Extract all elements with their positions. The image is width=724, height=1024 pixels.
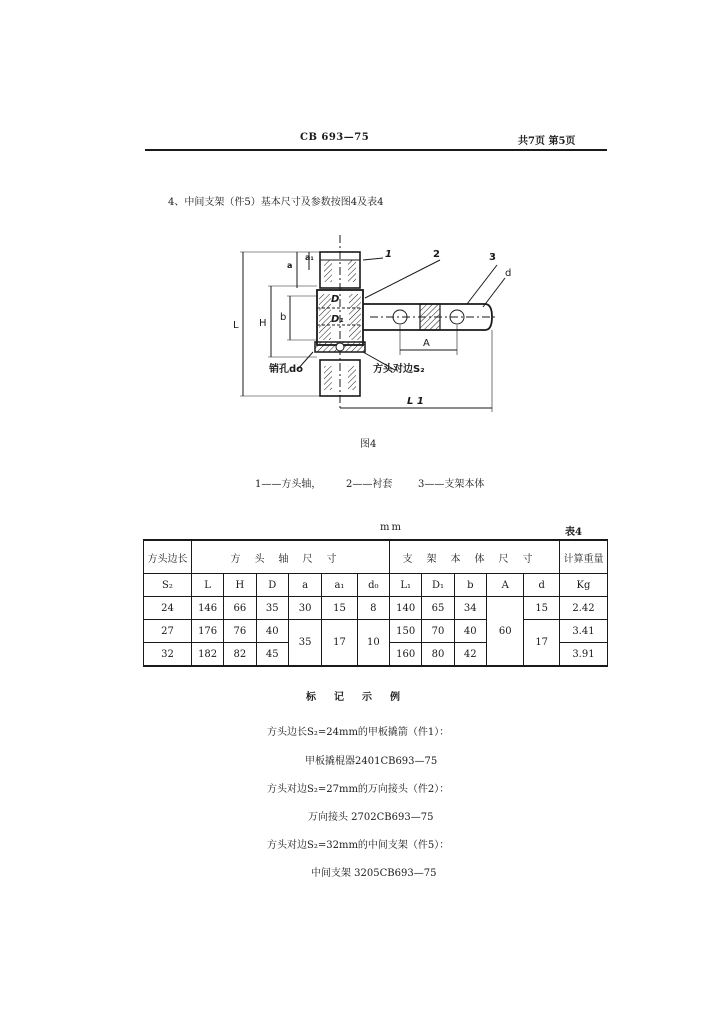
cell: 40: [454, 620, 486, 643]
col-D: D: [256, 574, 288, 597]
section-heading: 4、中间支架（件5）基本尺寸及参数按图4及表4: [168, 197, 384, 208]
cell-a-merged: 35: [288, 620, 321, 667]
cell: 2.42: [559, 597, 607, 620]
cell: 176: [191, 620, 223, 643]
label-L1: L 1: [407, 396, 424, 407]
cell-d0-merged: 10: [357, 620, 389, 667]
col-d: d: [524, 574, 559, 597]
label-L: L: [233, 320, 239, 331]
cell: 182: [191, 643, 223, 667]
technical-drawing: [235, 230, 535, 425]
cell: 3.41: [559, 620, 607, 643]
cell: 8: [357, 597, 389, 620]
col-D1: D₁: [422, 574, 454, 597]
cell-A-merged: 60: [486, 597, 524, 667]
cell: 15: [322, 597, 357, 620]
group-square-side: 方头边长: [144, 540, 192, 574]
label-D: D: [331, 294, 340, 305]
label-a: a: [287, 261, 293, 270]
col-a: a: [288, 574, 321, 597]
col-d0: d₀: [357, 574, 389, 597]
cell: 82: [224, 643, 256, 667]
label-pin-hole: 销孔do: [269, 364, 304, 375]
standard-number: CB 693—75: [300, 132, 370, 143]
part-number-1: 1: [385, 249, 392, 260]
col-H: H: [224, 574, 256, 597]
cell: 146: [191, 597, 223, 620]
cell: 30: [288, 597, 321, 620]
pin-hole: [336, 343, 344, 351]
cell: 160: [390, 643, 422, 667]
label-d: d: [505, 268, 512, 279]
cell: 34: [454, 597, 486, 620]
marking-example-2-code: 万向接头 2702CB693—75: [308, 812, 434, 823]
marking-title: 标记示例: [306, 692, 418, 703]
cell: 66: [224, 597, 256, 620]
table-column-header-row: [144, 574, 608, 597]
part-number-2: 2: [433, 249, 440, 260]
group-body: 支架本体尺寸: [402, 553, 547, 565]
table-label: 表4: [565, 527, 582, 538]
cell: 42: [454, 643, 486, 667]
marking-example-3-code: 中间支架 3205CB693—75: [311, 868, 437, 879]
cell: 40: [256, 620, 288, 643]
col-b: b: [454, 574, 486, 597]
label-D1: D₁: [331, 314, 344, 325]
col-s2: S₂: [144, 574, 192, 597]
label-b: b: [280, 312, 287, 323]
header-rule: [145, 149, 607, 151]
cell: 70: [422, 620, 454, 643]
legend-item-3: 3——支架本体: [418, 479, 485, 490]
cell: 65: [422, 597, 454, 620]
cell: 27: [144, 620, 192, 643]
cell: 80: [422, 643, 454, 667]
cell-a1-merged: 17: [322, 620, 357, 667]
group-weight: 计算重量: [559, 540, 607, 574]
col-L1: L₁: [390, 574, 422, 597]
page-info: 共7页 第5页: [518, 136, 576, 147]
col-kg: Kg: [559, 574, 607, 597]
cell: 32: [144, 643, 192, 667]
group-shaft: 方头轴尺寸: [230, 553, 351, 565]
marking-example-1-desc: 方头边长S₂=24mm的甲板撬箭（件1）：: [267, 727, 450, 738]
cell: 76: [224, 620, 256, 643]
legend-item-1: 1——方头轴，: [255, 479, 322, 490]
marking-example-1-code: 甲板撬棍器2401CB693—75: [305, 756, 438, 767]
marking-example-3-desc: 方头对边S₂=32mm的中间支架（件5）：: [267, 840, 450, 851]
label-a1: a₁: [305, 253, 314, 262]
table-group-header-row: [144, 540, 608, 574]
table-row: [144, 597, 608, 620]
marking-example-2-desc: 方头对边S₂=27mm的万向接头（件2）：: [267, 784, 450, 795]
col-a1: a₁: [322, 574, 357, 597]
cell: 3.91: [559, 643, 607, 667]
legend-item-2: 2——衬套: [346, 479, 393, 490]
cell: 140: [390, 597, 422, 620]
table-unit: mm: [380, 522, 403, 533]
table-row: [144, 620, 608, 643]
part-number-3: 3: [489, 252, 496, 263]
col-L: L: [191, 574, 223, 597]
label-H: H: [259, 318, 267, 329]
cell: 150: [390, 620, 422, 643]
cell: 35: [256, 597, 288, 620]
cell: 45: [256, 643, 288, 667]
cell: 24: [144, 597, 192, 620]
col-A: A: [486, 574, 524, 597]
label-A: A: [423, 338, 430, 349]
label-square-flats: 方头对边S₂: [373, 364, 425, 375]
cell: 15: [524, 597, 559, 620]
cell-d-merged: 17: [524, 620, 559, 667]
figure-caption: 图4: [360, 439, 377, 450]
spec-table: [143, 539, 608, 667]
